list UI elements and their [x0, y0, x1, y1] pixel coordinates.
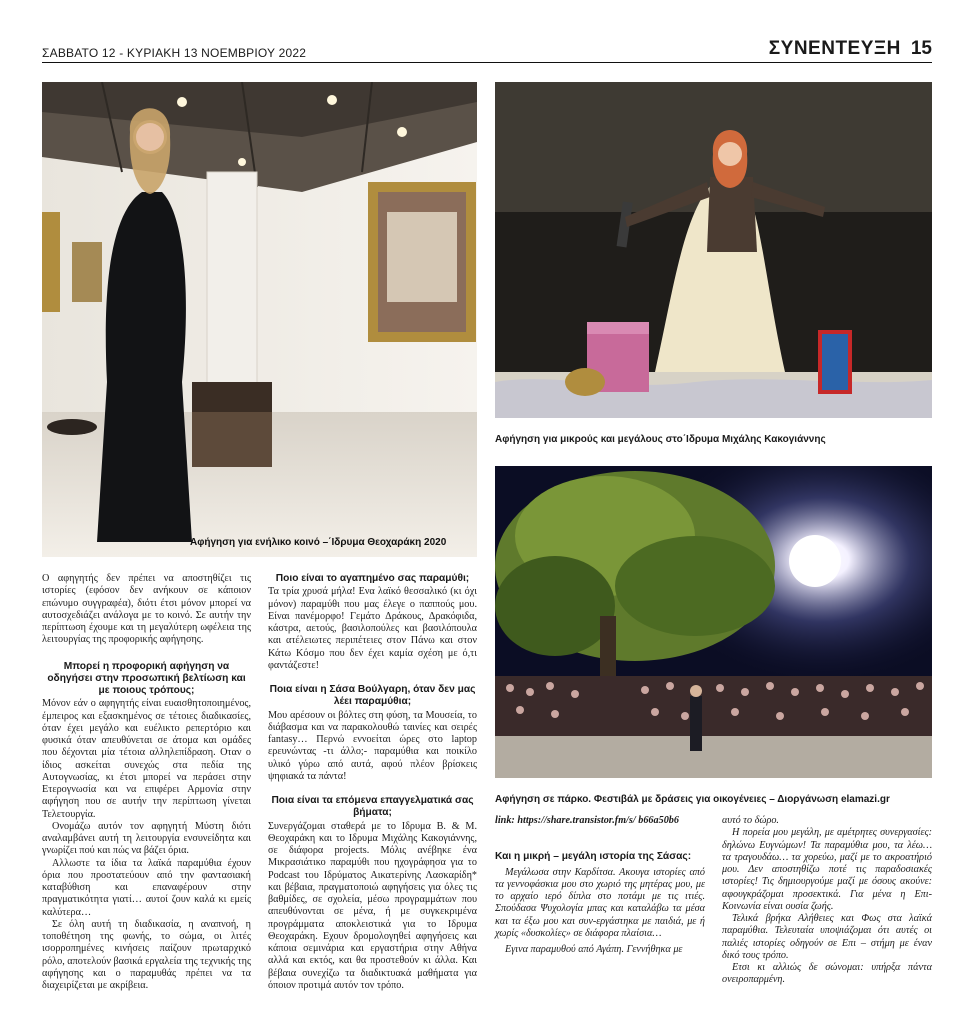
col1-paragraph: Μόνον εάν ο αφηγητής είναι ευαισθητοποιημένος, έμπειρος και εξασκημένος σε τέτοιες διαδικασίες, όταν έχει μεγάλο και ευέλικτο ρεπερτόριο και φυσικά όταν απευθύνεται σε άτομα και ομάδες που δέχονται μία τέτοια αλληλεπίδραση. Οταν ο ίδιος ασκείται συνεχώς στα πεδία της Αυτογνωσίας, κι έτσι μπορεί να περάσει στην Ετερογνωσία και να επιφέρει Αρμονία στην αφήγηση που σε αυτήν την περίπτωση γίνεται Τελετουργία. [42, 698, 251, 820]
page-header [42, 38, 932, 62]
photo-museum-image [42, 82, 477, 557]
article-column-4 [722, 815, 932, 987]
article-column-3 [495, 815, 705, 956]
photo-park-image [495, 466, 932, 778]
col3-paragraph: Μεγάλωσα στην Καρδίτσα. Ακουγα ιστορίες από τα γεννοφάσκια μου στο χωριό της μητέρας μου, με το αρχαίο ιερό δίπλα στο ποτάμι με τις ιτιές. Σπούδασα Ψυχολογία μπας και καταλάβω τα μέσα και τα έξω μου και συν-εργάστηκα με παιδιά, με ή χωρίς «δυσκολίες» σε διάφορα πλαίσια… [495, 866, 705, 939]
interview-question: Και η μικρή – μεγάλη ιστορία της Σάσας: [495, 851, 692, 863]
interview-question: Ποια είναι η Σάσα Βούλγαρη, όταν δεν μας λέει παραμύθια; [269, 684, 476, 708]
interview-question: Ποιο είναι το αγαπημένο σας παραμύθι; [275, 573, 470, 584]
photo3-caption: Αφήγηση σε πάρκο. Φεστιβάλ με δράσεις για οικογένειες – Διοργάνωση elamazi.gr [495, 794, 890, 805]
section-heading [769, 38, 932, 60]
interview-question: Μπορεί η προφορική αφήγηση να οδηγήσει στην προσωπική βελτίωση και με ποιους τρόπους; [47, 660, 246, 696]
col2-paragraph: Τα τρία χρυσά μήλα! Ενα λαϊκό θεσσαλικό (κι όχι μόνον) παραμύθι που μας έλεγε ο παππούς μου. Είναι πανέμορφο! Γεμάτο Δράκους, Δρακόφιδα, κάστρα, αετούς, βασιλοπούλες και βασιλόπουλα και ατέλειωτες περιπέτειες στον Πάνω και στον Κάτω Κόσμο που δεν έχει καμία σχέση με ό,τι φαντάζεστε! [268, 586, 477, 671]
col2-paragraph: Μου αρέσουν οι βόλτες στη φύση, τα Μουσεία, το διάβασμα και να παρακολουθώ ταινίες και σειρές fantasy… Περνώ εννοείται ώρες στο laptop ερευνώντας -τι άλλο;- παραμύθια και ποικίλο υλικό γύρω από αυτά, αφού πλέον βρίσκεις ψηφιακά τα πάντα! [268, 709, 477, 782]
photo-park-festival [495, 466, 932, 778]
issue-date: ΣΑΒΒΑΤΟ 12 - ΚΥΡΙΑΚΗ 13 ΝΟΕΜΒΡΙΟΥ 2022 [42, 46, 307, 60]
article-column-2 [268, 573, 477, 992]
photo-stage-storyteller [495, 82, 932, 418]
photo2-caption: Αφήγηση για μικρούς και μεγάλους στο΄Ιδρυμα Μιχάλης Κακογιάννης [495, 434, 826, 445]
col1-paragraph: Σε όλη αυτή τη διαδικασία, η αναπνοή, η τοποθέτηση της φωνής, το σώμα, οι λιτές ισορροπημένες κινήσεις παίζουν πρωταρχικό ρόλο, αποτελούν βασικά εργαλεία της τεχνικής της αφήγησης και ο παραμυθάς πρέπει να τα διαχειρίζεται με ακρίβεια. [42, 918, 251, 991]
col4-paragraph: Τελικά βρήκα Αλήθειες και Φως στα λαϊκά παραμύθια. Τελευταία υποψιάζομαι ότι αυτές οι παλιές ιστορίες οδηγούν σε Επι – στήμη με έναν δικό τους τρόπο. [722, 913, 932, 961]
section-name: ΣΥΝΕΝΤΕΥΞΗ [768, 38, 901, 59]
col4-paragraph: Η πορεία μου μεγάλη, με αμέτρητες συνεργασίες: δηλώνω Ευγνώμων! Τα παραμύθια μου, τα λέω… τα τραγουδάω… τα χορεύω, μαζί με το ακροατήριό μου. Δεν αποστηθίζω ποτέ τις παραδοσιακές ιστορίες! Τις δημιουργούμε μαζί με όσους ακούνε: αφουγκράζομαι προσεκτικά. Για μένα η Επι-Κοινωνία είναι ουσία ζωής. [722, 827, 932, 912]
photo-stage-image [495, 82, 932, 418]
photo-museum-narrator [42, 82, 477, 557]
col1-paragraph: Αλλωστε τα ίδια τα λαϊκά παραμύθια έχουν όρια που προστατεύουν από την φαντασιακή καταβύθιση και επαναφέρουν στην πραγματικότητα γιατί… αυτοί ζουν καλά κι εμείς καλύτερα… [42, 857, 251, 918]
col3-paragraph: Εγινα παραμυθού από Αγάπη. Γεννήθηκα με [505, 944, 683, 955]
article-column-1 [42, 573, 251, 992]
col4-paragraph: Ετσι κι αλλιώς δε σώνομαι: υπήρξα πάντα ονειροπαρμένη. [722, 962, 932, 986]
col1-paragraph: Ο αφηγητής δεν πρέπει να αποστηθίζει τις ιστορίες (εφόσον δεν ανήκουν σε κάποιον επώνυμο συγγραφέα), διότι έτσι μόνον μπορεί να αυτοσχεδιάζει ανάλογα με το κοινό. Σε αυτήν την περίπτωση έχουμε και τη μεγαλύτερη ωφέλεια της λειτουργίας της προφορικής αφήγησης. [42, 573, 251, 646]
header-rule [42, 62, 932, 63]
podcast-link[interactable]: link: https://share.transistor.fm/s/ b66a50b6 [495, 815, 679, 826]
col2-paragraph: Συνεργάζομαι σταθερά με το Ιδρυμα Β. & Μ. Θεοχαράκη και το Ιδρυμα Μιχάλης Κακογιάννης, σε διάφορα projects. Μόλις ανέβηκε ένα Μικρασιάτικο παραμύθι που ηχογράφησα για το Podcast του Ιδρύματος Αικατερίνης Λασκαρίδη* και βέβαια, πραγματοποιώ αφηγήσεις για όλες τις βαθμίδες, σε σχολεία, μέσω προγραμμάτων που απευθύνονται σε μένα, ή με συγκεκριμένα προγράμματα αποκλειστικά για το Ιδρυμα Θεοχαράκη. Εχουν δρομολογηθεί αφηγήσεις και κάποια σεμινάρια και εργαστήρια στην Αθήνα αλλά και εκτός, και θα προστεθούν κι άλλα. Και βέβαια συνεχίζω τα διαδικτυακά μαθήματα για όποιον προτιμά αυτόν τον τρόπο. [268, 820, 477, 991]
col1-paragraph: Ονομάζω αυτόν τον αφηγητή Μύστη διότι αναλαμβάνει αυτή τη λειτουργία ενσυνείδητα και γνωρίζει πού και πώς να βάζει όρια. [42, 820, 251, 857]
page-number: 15 [910, 38, 932, 59]
interview-question: Ποια είναι τα επόμενα επαγγελματικά σας βήματα; [271, 795, 474, 819]
photo1-caption: Αφήγηση για ενήλικο κοινό –΄Ιδρυμα Θεοχαράκη 2020 [190, 537, 447, 548]
col4-paragraph: αυτό το δώρο. [722, 815, 779, 826]
